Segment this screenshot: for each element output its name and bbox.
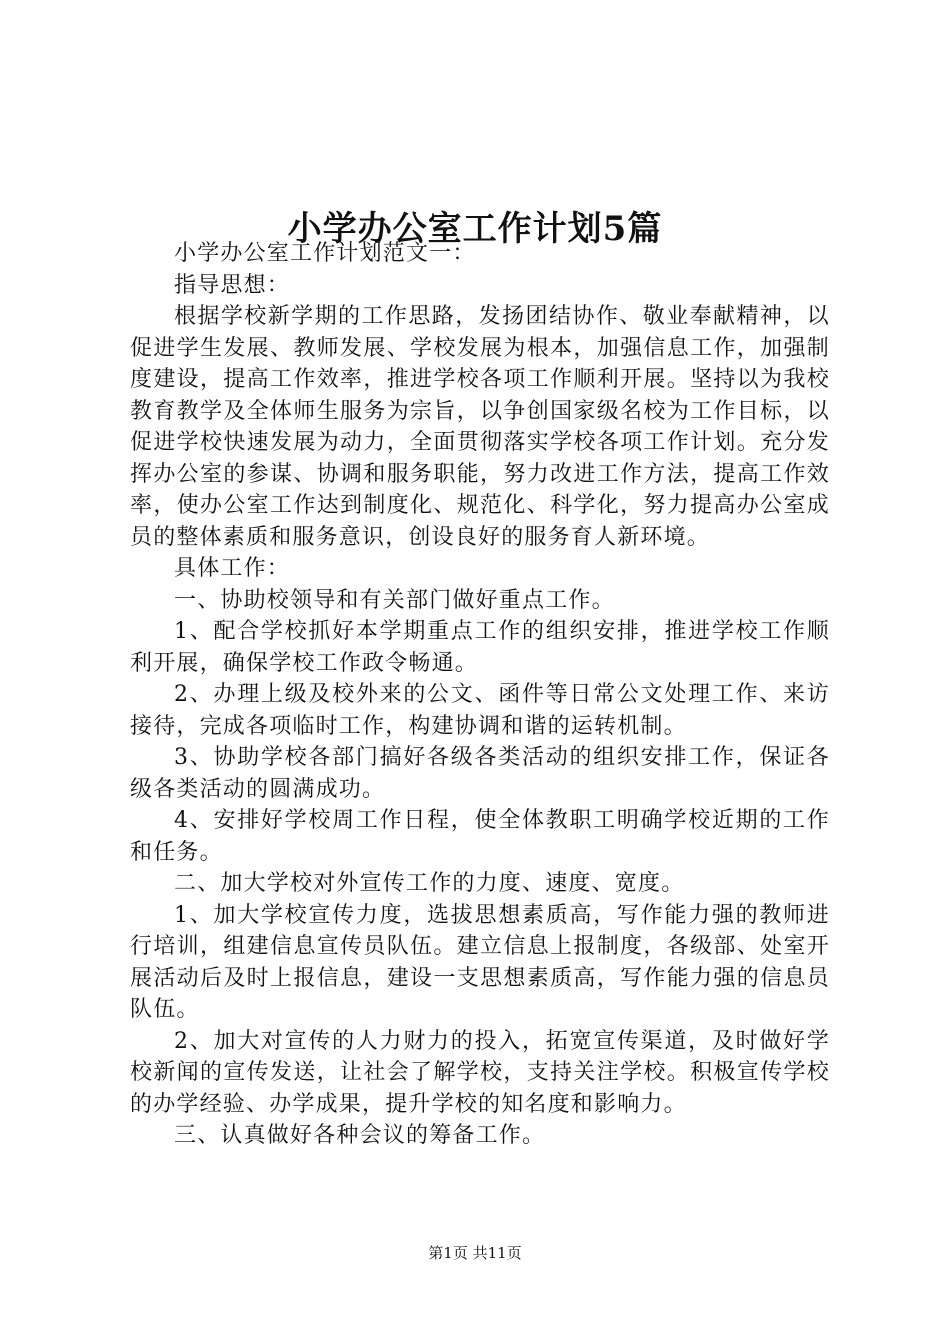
page-number-footer: 第1页 共11页 [428,1244,522,1262]
document-body [130,238,830,1152]
list-item-1-1: 1、配合学校抓好本学期重点工作的组织安排，推进学校工作顺利开展，确保学校工作政令畅通。 [130,619,830,676]
list-item-2-2: 2、加大对宣传的人力财力的投入，拓宽宣传渠道，及时做好学校新闻的宣传发送，让社会了解学校，支持关注学校。积极宣传学校的办学经验、办学成果，提升学校的知名度和影响力。 [130,1028,830,1117]
paragraph-guiding-thought: 根据学校新学期的工作思路，发扬团结协作、敬业奉献精神，以促进学生发展、教师发展、学校发展为根本，加强信息工作，加强制度建设，提高工作效率，推进学校各项工作顺利开展。坚持以为我校教育教学及全体师生服务为宗旨，以争创国家级名校为工作目标，以促进学校快速发展为动力，全面贯彻落实学校各项工作计划。充分发挥办公室的参谋、协调和服务职能，努力改进工作方法，提高工作效率，使办公室工作达到制度化、规范化、科学化，努力提高办公室成员的整体素质和服务意识，创设良好的服务育人新环境。 [130,304,830,550]
subheading-3: 三、认真做好各种会议的筹备工作。 [174,1123,546,1148]
list-item-2-1: 1、加大学校宣传力度，选拔思想素质高，写作能力强的教师进行培训，组建信息宣传员队伍。建立信息上报制度，各级部、处室开展活动后及时上报信息，建设一支思想素质高，写作能力强的信息员队伍。 [130,902,830,1022]
subheading-2: 二、加大学校对外宣传工作的力度、速度、宽度。 [174,871,685,896]
document-title: 小学办公室工作计划5篇 [287,208,663,249]
section-heading-guiding: 指导思想： [174,272,291,298]
section-heading-specific-work: 具体工作： [174,556,291,581]
subheading-1: 一、协助校领导和有关部门做好重点工作。 [174,587,615,613]
list-item-1-2: 2、办理上级及校外来的公文、函件等日常公文处理工作、来访接待，完成各项临时工作，构建协调和谐的运转机制。 [130,682,830,739]
list-item-1-4: 4、安排好学校周工作日程，使全体教职工明确学校近期的工作和任务。 [130,808,830,865]
section-heading-intro: 小学办公室工作计划范文一： [174,241,476,266]
list-item-1-3: 3、协助学校各部门搞好各级各类活动的组织安排工作，保证各级各类活动的圆满成功。 [130,745,830,802]
